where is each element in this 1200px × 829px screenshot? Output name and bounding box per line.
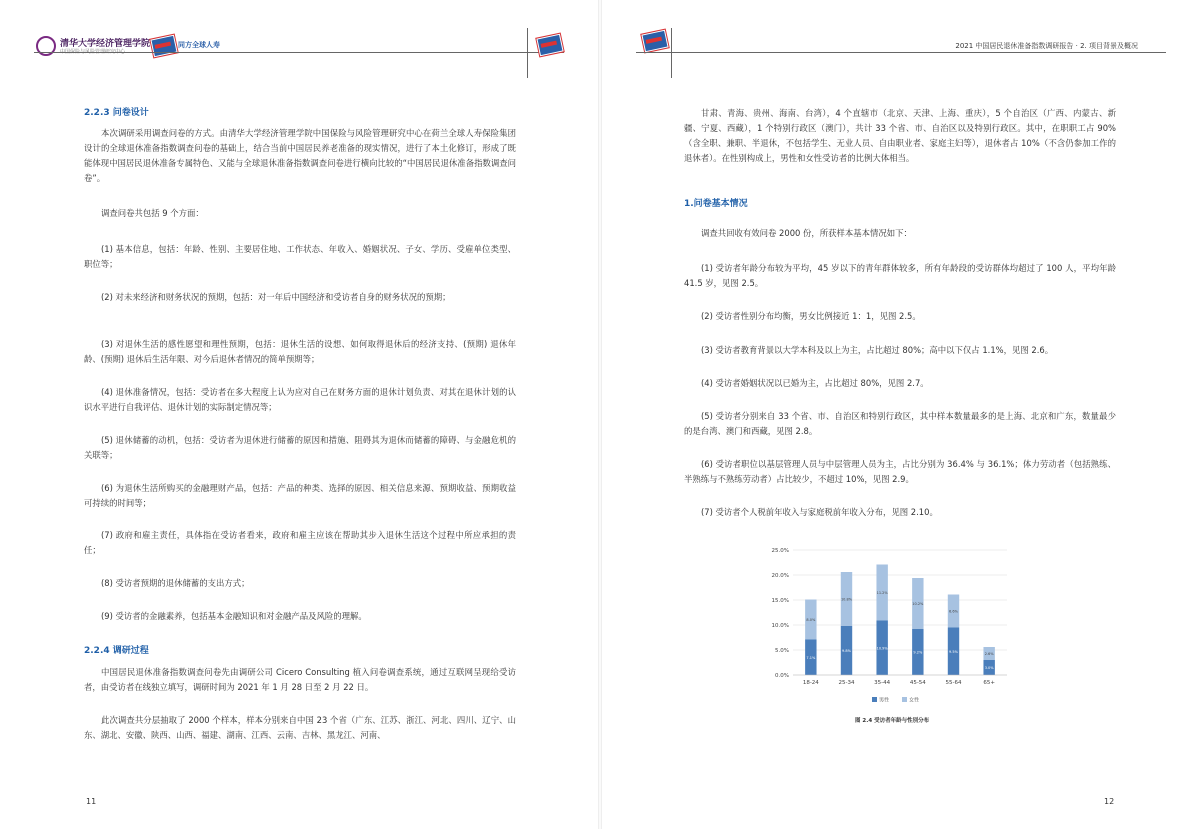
data-label: 6.6% [949, 609, 958, 614]
x-tick-label: 65+ [983, 680, 995, 686]
basic-item-5: (5) 受访者分别来自 33 个省、市、自治区和特别行政区，其中样本数量最多的是上海、北京和广东，数量最少的是台湾、澳门和西藏，见图 2.8。 [684, 411, 1116, 436]
basic-item-4: (4) 受访者婚姻状况以已婚为主，占比超过 80%，见图 2.7。 [701, 378, 929, 388]
aspect-item-5: (5) 退休储蓄的动机，包括：受访者为退休进行储蓄的原因和措施、阻碍其为退休而储蓄的障碍、与金融危机的关联等； [84, 435, 516, 460]
data-label: 10.2% [912, 602, 924, 606]
data-label: 9.5% [949, 649, 958, 654]
data-label: 7.1% [806, 655, 816, 660]
y-tick-label: 0.0% [775, 673, 789, 679]
data-label: 8.0% [806, 618, 816, 622]
data-label: 9.8% [842, 649, 851, 653]
x-tick-label: 25-34 [838, 680, 855, 686]
legend-label: 男性 [879, 697, 890, 704]
y-tick-label: 10.0% [771, 623, 789, 629]
x-tick-label: 45-54 [909, 680, 926, 686]
data-label: 3.0% [984, 666, 994, 670]
data-label: 2.6% [984, 652, 994, 656]
right-header-rule [636, 52, 1166, 53]
right-header-vrule [671, 28, 672, 78]
legend-swatch-male [872, 697, 877, 702]
aspect-item-4: (4) 退休准备情况，包括：受访者在多大程度上认为应对自己在财务方面的退休计划负责、对其在退休计划的认识水平进行自我评估、退休计划的实际制定情况等； [84, 387, 516, 412]
data-label: 11.2% [876, 591, 888, 595]
x-tick-label: 35-44 [874, 680, 891, 686]
left-page-number: 11 [86, 797, 97, 806]
summary-line: 调查共回收有效问卷 2000 份，所获样本基本情况如下： [701, 228, 912, 238]
basic-item-7: (7) 受访者个人税前年收入与家庭税前年收入分布，见图 2.10。 [701, 507, 938, 517]
university-logo-text: 清华大学经济管理学院 [60, 39, 151, 49]
left-header-rule [34, 52, 564, 53]
y-tick-label: 20.0% [771, 573, 789, 579]
figure-caption: 图 2.4 受访者年龄与性别分布 [855, 718, 930, 724]
legend-label: 女性 [909, 697, 920, 704]
process-paragraph-1: 中国居民退休准备指数调查问卷先由调研公司 Cicero Consulting 植入问卷调查系统，通过互联网呈现给受访者，由受访者在线独立填写，调研时间为 2021 年 1 月 28 日至 2 月 22 日。 [84, 667, 516, 692]
basic-item-1: (1) 受访者年龄分布较为平均，45 岁以下的青年群体较多，所有年龄段的受访群体均超过了 100 人，平均年龄 41.5 岁，见图 2.5。 [684, 263, 1116, 288]
aspect-item-1: (1) 基本信息，包括：年龄、性别、主要居住地、工作状态、年收入、婚姻状况、子女、学历、受雇单位类型、职位等； [84, 244, 516, 269]
basic-item-3: (3) 受访者教育背景以大学本科及以上为主，占比超过 80%；高中以下仅占 1.1%，见图 2.6。 [701, 345, 1054, 355]
left-header-vrule [527, 28, 528, 78]
aspect-item-9: (9) 受访者的金融素养，包括基本金融知识和对金融产品及风险的理解。 [101, 611, 367, 621]
running-title: 2021 中国居民退休准备指数调研报告 · 2. 项目背景及概况 [955, 42, 1138, 50]
x-tick-label: 18-24 [802, 680, 819, 686]
x-tick-label: 55-64 [945, 680, 962, 686]
y-tick-label: 15.0% [771, 598, 789, 604]
data-label: 10.8% [840, 597, 853, 602]
intro-paragraph: 本次调研采用调查问卷的方式。由清华大学经济管理学院中国保险与风险管理研究中心在荷兰全球人寿保险集团设计的全球退休准备指数调查问卷的基础上，结合当前中国居民养老准备的现实情况，进行了本土化修订，形成了既能体现中国居民退休准备专属特色、又能与全球退休准备指数调查问卷进行横向比较的“中国居民退休准备指数调查问卷”。 [84, 128, 516, 183]
aspect-item-8: (8) 受访者预期的退休储蓄的支出方式； [101, 578, 250, 588]
section-224-title: 2.2.4 调研过程 [84, 646, 149, 656]
university-seal-icon [36, 36, 56, 56]
y-tick-label: 5.0% [775, 648, 789, 654]
aspect-item-2: (2) 对未来经济和财务状况的预期，包括：对一年后中国经济和受访者自身的财务状况的预期； [101, 292, 451, 302]
right-page-number: 12 [1104, 797, 1115, 806]
data-label: 10.9% [876, 646, 888, 651]
brand-logo-text: 同方全球人寿 [178, 41, 220, 49]
page-gutter [598, 0, 602, 829]
aspect-item-7: (7) 政府和雇主责任，具体指在受访者看来，政府和雇主应该在帮助其步入退休生活这个过程中所应承担的责任； [84, 530, 516, 555]
aspect-item-6: (6) 为退休生活所购买的金融理财产品，包括：产品的种类、选择的原因、相关信息来源、预期收益、预期收益可持续的时间等； [84, 483, 516, 508]
legend-swatch-female [902, 697, 907, 702]
aspect-item-3: (3) 对退休生活的感性愿望和理性预期，包括：退休生活的设想、如何取得退休后的经济支持、(预期) 退休年龄、(预期) 退休后生活年限、对今后退休者情况的简单预期等； [84, 339, 516, 364]
basic-item-6: (6) 受访者职位以基层管理人员与中层管理人员为主，占比分别为 36.4% 与 36.1%；体力劳动者（包括熟练、半熟练与不熟练劳动者）占比较少，不超过 10%，见图 2.9。 [684, 459, 1116, 484]
section-223-title: 2.2.3 问卷设计 [84, 108, 149, 118]
continued-paragraph: 甘肃、青海、贵州、海南、台湾），4 个直辖市（北京、天津、上海、重庆），5 个自治区（广西、内蒙古、新疆、宁夏、西藏），1 个特别行政区（澳门），共计 33 个省、市、自治区以及特别行政区。其中，在职职工占 90%（含全职、兼职、半退休，不包括学生、无业人员、自由职业者、家庭主妇等），退休者占 10%（不含仍参加工作的退休者）。在性别构成上，男性和女性受访者的比例大体相当。 [684, 108, 1116, 163]
process-paragraph-2: 此次调查共分层抽取了 2000 个样本，样本分别来自中国 23 个省（广东、江苏、浙江、河北、四川、辽宁、山东、湖北、安徽、陕西、山西、福建、湖南、江西、云南、吉林、黑龙江、河南、 [84, 715, 516, 740]
y-tick-label: 25.0% [771, 548, 789, 554]
nine-aspects-line: 调查问卷共包括 9 个方面： [101, 208, 204, 218]
data-label: 9.2% [913, 650, 923, 655]
section-1-title: 1.问卷基本情况 [684, 199, 748, 209]
basic-item-2: (2) 受访者性别分布均衡，男女比例接近 1：1，见图 2.5。 [701, 311, 921, 321]
age-gender-chart [757, 540, 1027, 715]
